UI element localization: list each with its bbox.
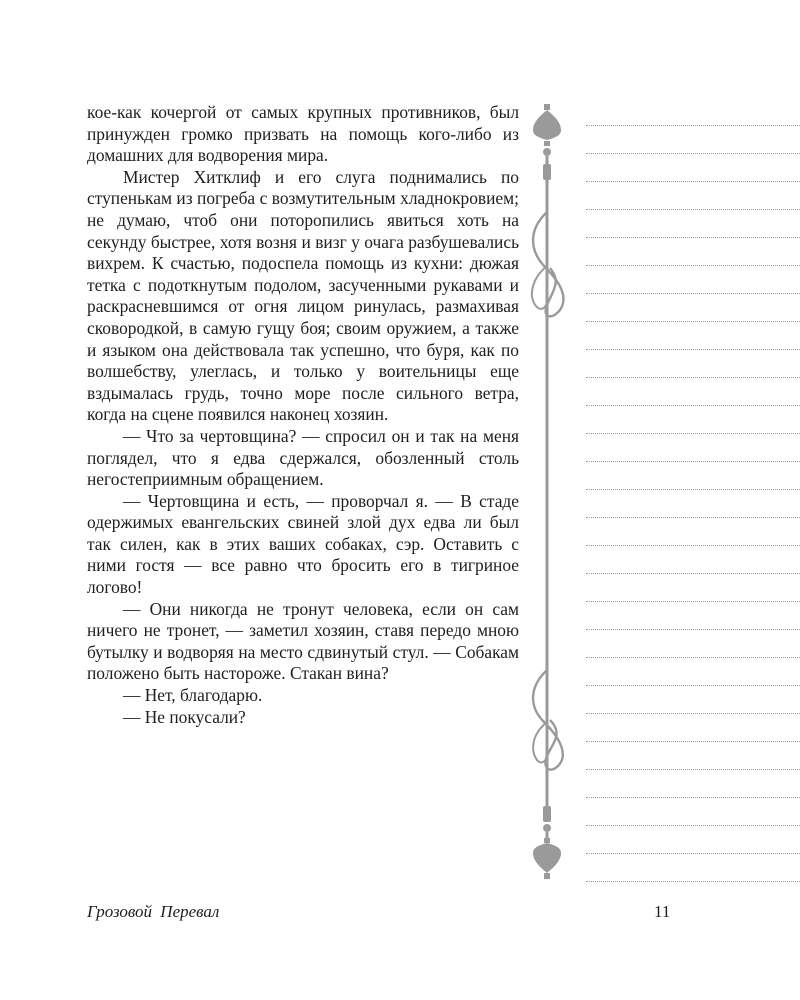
note-line: [586, 517, 800, 518]
paragraph: — Они никогда не тронут человека, если он сам ничего не тронет, — заметил хозяин, ставя передо мною бутылку и водворяя на место сдвинутый стул. — Собакам положено быть настороже. Стакан вина?: [87, 598, 519, 684]
note-line: [586, 825, 800, 826]
note-line: [586, 181, 800, 182]
ornamental-divider-icon: [522, 100, 572, 890]
paragraph: кое-как кочергой от самых крупных противников, был принужден громко призвать на помощь кого-либо из домашних для водворения мира.: [87, 102, 519, 166]
note-line: [586, 713, 800, 714]
note-line: [586, 405, 800, 406]
running-footer-title: Грозовой Перевал: [87, 902, 220, 921]
note-line: [586, 573, 800, 574]
note-line: [586, 657, 800, 658]
notes-ruled-lines: [586, 125, 800, 885]
note-line: [586, 293, 800, 294]
note-line: [586, 629, 800, 630]
note-line: [586, 769, 800, 770]
note-line: [586, 125, 800, 126]
note-line: [586, 153, 800, 154]
paragraph: — Что за чертовщина? — спросил он и так на меня поглядел, что я едва сдержался, обозленный столь негостеприимным обращением.: [87, 425, 519, 490]
page-number: 11: [654, 902, 671, 921]
main-text: [87, 102, 519, 728]
note-line: [586, 237, 800, 238]
paragraph: — Чертовщина и есть, — проворчал я. — В стаде одержимых евангельских свиней злой дух едва ли был так силен, как в этих ваших собаках, сэр. Оставить с ними гостя — все равно что бросить его в тигриное логово!: [87, 490, 519, 598]
paragraph: Мистер Хитклиф и его слуга поднимались по ступенькам из погреба с возмутительным хладнокровием; не думаю, чтоб они поторопились явиться хоть на секунду быстрее, хотя возня и визг у очага разбушевались вихрем. К счастью, подоспела помощь из кухни: дюжая тетка с подоткнутым подолом, засученными рукавами и раскрасневшимся от огня лицом ринулась, размахивая сковородкой, в самую гущу боя; своим оружием, а также и языком она действовала так успешно, что буря, как по волшебству, улеглась, и только у воительницы еще вздымалась грудь, точно море после сильного ветра, когда на сцене появился наконец хозяин.: [87, 166, 519, 425]
note-line: [586, 741, 800, 742]
note-line: [586, 685, 800, 686]
note-line: [586, 489, 800, 490]
note-line: [586, 433, 800, 434]
note-line: [586, 881, 800, 882]
note-line: [586, 377, 800, 378]
note-line: [586, 209, 800, 210]
note-line: [586, 265, 800, 266]
paragraph: — Не покусали?: [123, 706, 246, 727]
note-line: [586, 461, 800, 462]
note-line: [586, 545, 800, 546]
note-line: [586, 853, 800, 854]
note-line: [586, 797, 800, 798]
paragraph: — Нет, благодарю.: [123, 685, 263, 706]
note-line: [586, 601, 800, 602]
note-line: [586, 321, 800, 322]
note-line: [586, 349, 800, 350]
